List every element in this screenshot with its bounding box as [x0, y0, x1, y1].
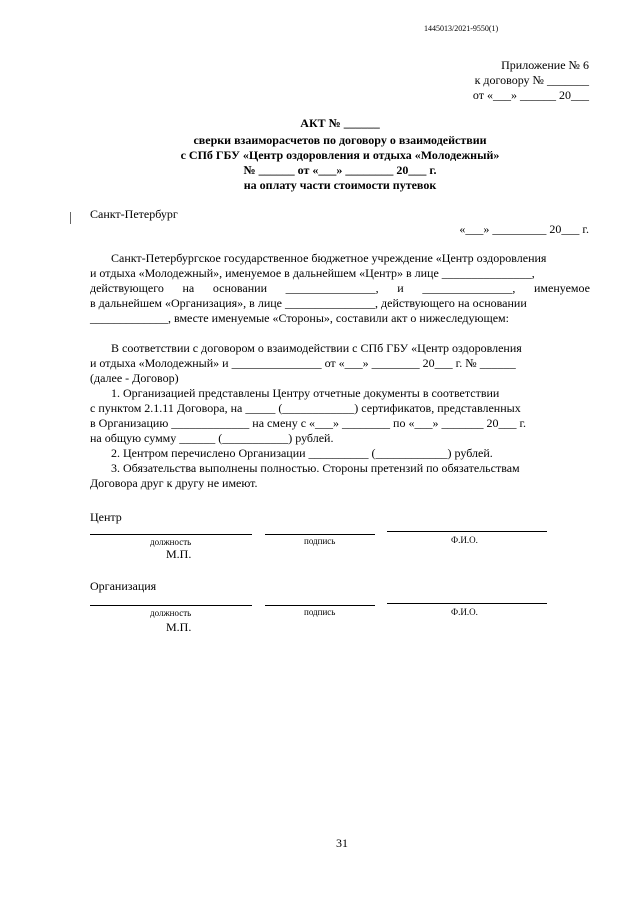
organization-signature-line	[265, 605, 375, 606]
center-name-caption: Ф.И.О.	[451, 535, 478, 545]
center-signature-caption: подпись	[304, 536, 336, 546]
body-line-7: на общую сумму ______ (___________) рублей.	[90, 431, 334, 445]
appendix-line-1: Приложение № 6	[501, 58, 589, 72]
body-line-1: В соответствии с договором о взаимодействии с СПб ГБУ «Центр оздоровления	[111, 341, 522, 355]
intro-line-5: _____________, вместе именуемые «Стороны», составили акт о нижеследующем:	[90, 311, 509, 325]
act-date: «___» _________ 20___ г.	[459, 222, 589, 236]
body-line-6: в Организацию _____________ на смену с «___» ________ по «___» _______ 20___ г.	[90, 416, 527, 430]
body-line-5: с пунктом 2.1.11 Договора, на _____ (____________) сертификатов, представленных	[90, 401, 521, 415]
appendix-line-2: к договору № _______	[474, 73, 589, 87]
organization-position-caption: должность	[150, 608, 192, 618]
intro-line-4: в дальнейшем «Организация», в лице _______________, действующего на основании	[90, 296, 527, 310]
title-line-5: на оплату части стоимости путевок	[243, 178, 437, 192]
page-number: 31	[336, 836, 348, 850]
organization-label: Организация	[90, 579, 157, 593]
body-line-2: и отдыха «Молодежный» и _______________ от «___» ________ 20___ г. № ______	[90, 356, 516, 370]
appendix-line-3: от «___» ______ 20___	[472, 88, 589, 102]
margin-mark	[70, 212, 71, 224]
intro-line-1: Санкт-Петербургское государственное бюджетное учреждение «Центр оздоровления	[111, 251, 547, 265]
body-line-4: 1. Организацией представлены Центру отчетные документы в соответствии	[111, 386, 500, 400]
organization-name-caption: Ф.И.О.	[451, 607, 478, 617]
organization-stamp-place: М.П.	[166, 620, 192, 634]
organization-signature-caption: подпись	[304, 607, 336, 617]
center-position-caption: должность	[150, 537, 192, 547]
center-signature-line	[265, 534, 375, 535]
city-name: Санкт-Петербург	[90, 207, 178, 221]
intro-line-3: действующего на основании _______________, и _______________, именуемое	[90, 281, 590, 295]
document-code: 1445013/2021-9550(1)	[424, 24, 499, 33]
title-line-1: АКТ № ______	[300, 116, 380, 130]
body-line-8: 2. Центром перечислено Организации __________ (____________) рублей.	[111, 446, 493, 460]
body-line-3: (далее - Договор)	[90, 371, 179, 385]
organization-position-line	[90, 605, 252, 606]
center-stamp-place: М.П.	[166, 547, 192, 561]
title-line-4: № ______ от «___» ________ 20___ г.	[243, 163, 437, 177]
center-position-line	[90, 534, 252, 535]
organization-name-line	[387, 603, 547, 604]
body-line-10: Договора друг к другу не имеют.	[90, 476, 258, 490]
title-line-2: сверки взаиморасчетов по договору о взаимодействии	[193, 133, 487, 147]
intro-line-2: и отдыха «Молодежный», именуемое в дальнейшем «Центр» в лице _______________,	[90, 266, 535, 280]
center-name-line	[387, 531, 547, 532]
title-line-3: с СПб ГБУ «Центр оздоровления и отдыха «Молодежный»	[180, 148, 500, 162]
body-line-9: 3. Обязательства выполнены полностью. Стороны претензий по обязательствам	[111, 461, 520, 475]
center-label: Центр	[90, 510, 122, 524]
